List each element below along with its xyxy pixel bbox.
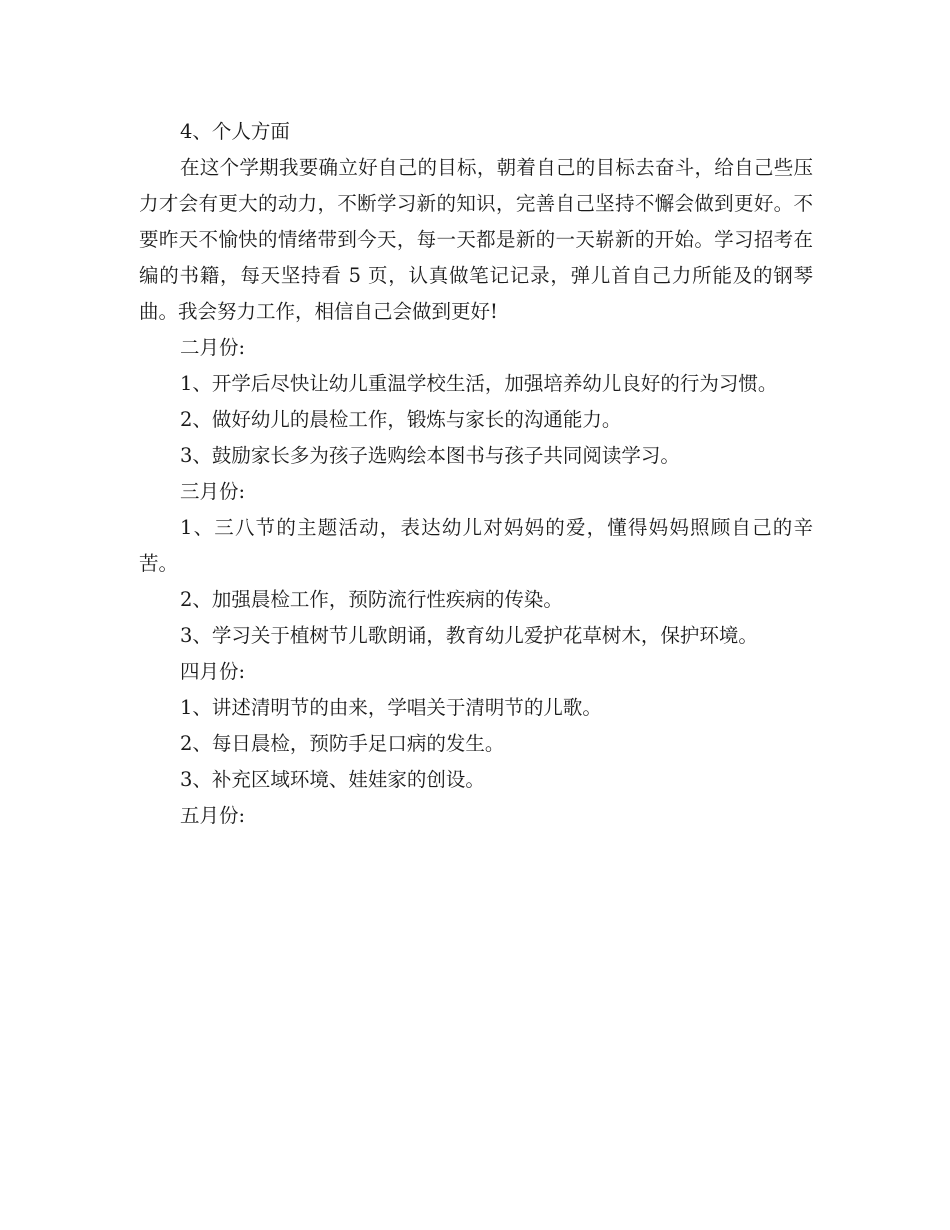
list-item: 2、加强晨检工作，预防流行性疾病的传染。 [180,588,563,611]
month-heading-april: 四月份: [180,660,246,683]
list-item: 2、每日晨检，预防手足口病的发生。 [180,732,505,755]
month-heading-march: 三月份: [180,480,246,503]
list-item: 3、学习关于植树节儿歌朗诵，教育幼儿爱护花草树木，保护环境。 [180,624,758,647]
list-item: 3、补充区域环境、娃娃家的创设。 [180,768,485,791]
list-item: 1、开学后尽快让幼儿重温学校生活，加强培养幼儿良好的行为习惯。 [180,372,778,395]
document-body [139,114,813,834]
list-item: 3、鼓励家长多为孩子选购绘本图书与孩子共同阅读学习。 [180,444,680,467]
month-heading-february: 二月份: [180,336,246,359]
paragraph-personal-goals: 在这个学期我要确立好自己的目标，朝着自己的目标去奋斗，给自己些压力才会有更大的动力，不断学习新的知识，完善自己坚持不懈会做到更好。不要昨天不愉快的情绪带到今天，每一天都是新的一天崭新的开始。学习招考在编的书籍，每天坚持看 5 页，认真做笔记记录，弹儿首自己力所能及的钢琴曲。我会努力工作，相信自己会做到更好! [139,156,813,323]
list-item: 1、三八节的主题活动，表达幼儿对妈妈的爱，懂得妈妈照顾自己的辛苦。 [139,516,813,575]
list-item: 2、做好幼儿的晨检工作，锻炼与家长的沟通能力。 [180,408,622,431]
month-heading-may: 五月份: [180,804,246,827]
section-heading-personal: 4、个人方面 [180,120,290,143]
list-item: 1、讲述清明节的由来，学唱关于清明节的儿歌。 [180,696,602,719]
